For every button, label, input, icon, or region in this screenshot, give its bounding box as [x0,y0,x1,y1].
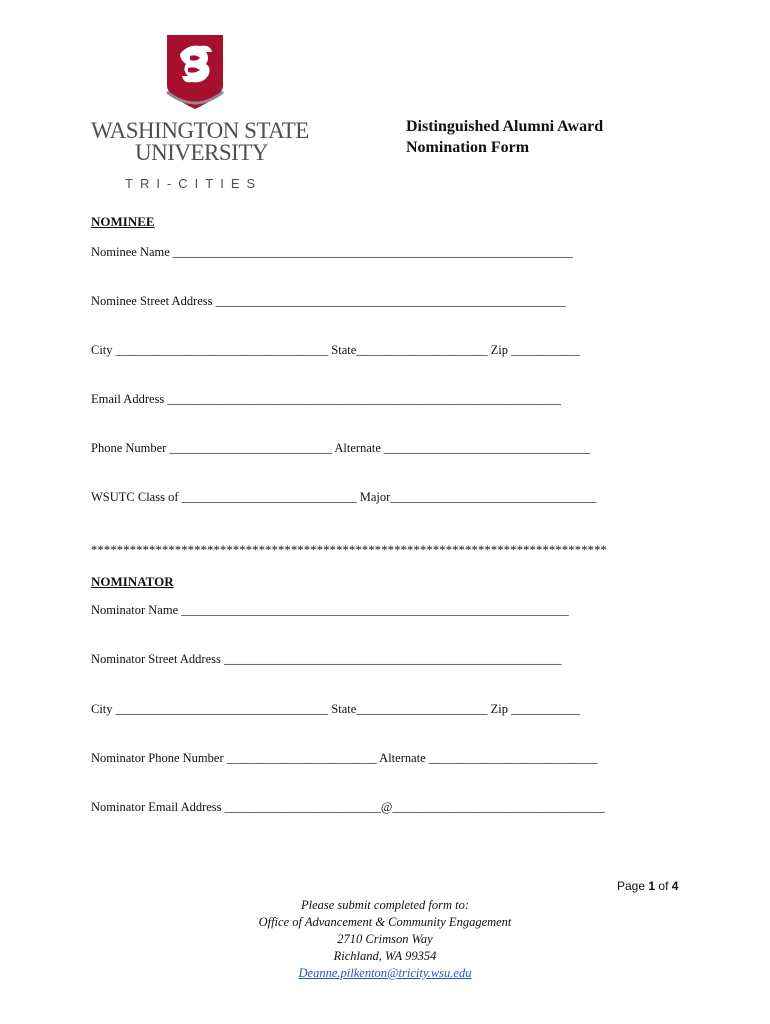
footer-office: Office of Advancement & Community Engagement [258,915,512,929]
form-title [406,116,603,158]
nominator-city-state-zip-field[interactable]: City __________________________________ State_____________________ Zip ___________ [91,702,580,716]
page-current: 1 [648,879,656,893]
nominee-class-major-field[interactable]: WSUTC Class of ____________________________ Major_________________________________ [91,490,597,504]
nominator-name-field[interactable]: Nominator Name ______________________________________________________________ [91,603,569,617]
page-of: of [658,879,669,893]
nominator-phone-field[interactable]: Nominator Phone Number ________________________ Alternate ___________________________ [91,751,598,765]
logo-wordmark-line2: UNIVERSITY [135,140,268,165]
nominee-street-field[interactable]: Nominee Street Address ________________________________________________________ [91,294,566,308]
nominator-heading: NOMINATOR [91,574,174,589]
page-label: Page [617,879,646,893]
nominee-phone-field[interactable]: Phone Number __________________________ Alternate _________________________________ [91,441,591,455]
nominator-email-field[interactable]: Nominator Email Address _________________________@__________________________________ [91,800,605,814]
footer-instruction: Please submit completed form to: [300,898,470,912]
form-title-line1: Distinguished Alumni Award [406,118,604,135]
section-divider: ******************************************************************************** [91,543,607,557]
page-total: 4 [671,879,679,893]
page-number [617,879,678,893]
footer-street: 2710 Crimson Way [337,932,433,946]
nominator-street-field[interactable]: Nominator Street Address ______________________________________________________ [91,652,562,666]
nominee-name-field[interactable]: Nominee Name ________________________________________________________________ [91,245,573,259]
wsu-logo-shield-icon [166,34,224,110]
nominee-email-field[interactable]: Email Address _______________________________________________________________ [91,392,562,406]
submission-footer [0,897,770,982]
footer-email-link[interactable]: Deanne.pilkenton@tricity.wsu.edu [298,966,472,980]
footer-city: Richland, WA 99354 [333,949,437,963]
logo-wordmark-campus: TRI-CITIES [125,176,263,191]
nominee-heading: NOMINEE [91,214,155,229]
form-title-line2: Nomination Form [406,139,530,156]
logo-wordmark-line1: WASHINGTON STATE [91,118,309,143]
nominee-city-state-zip-field[interactable]: City __________________________________ State_____________________ Zip ___________ [91,343,580,357]
